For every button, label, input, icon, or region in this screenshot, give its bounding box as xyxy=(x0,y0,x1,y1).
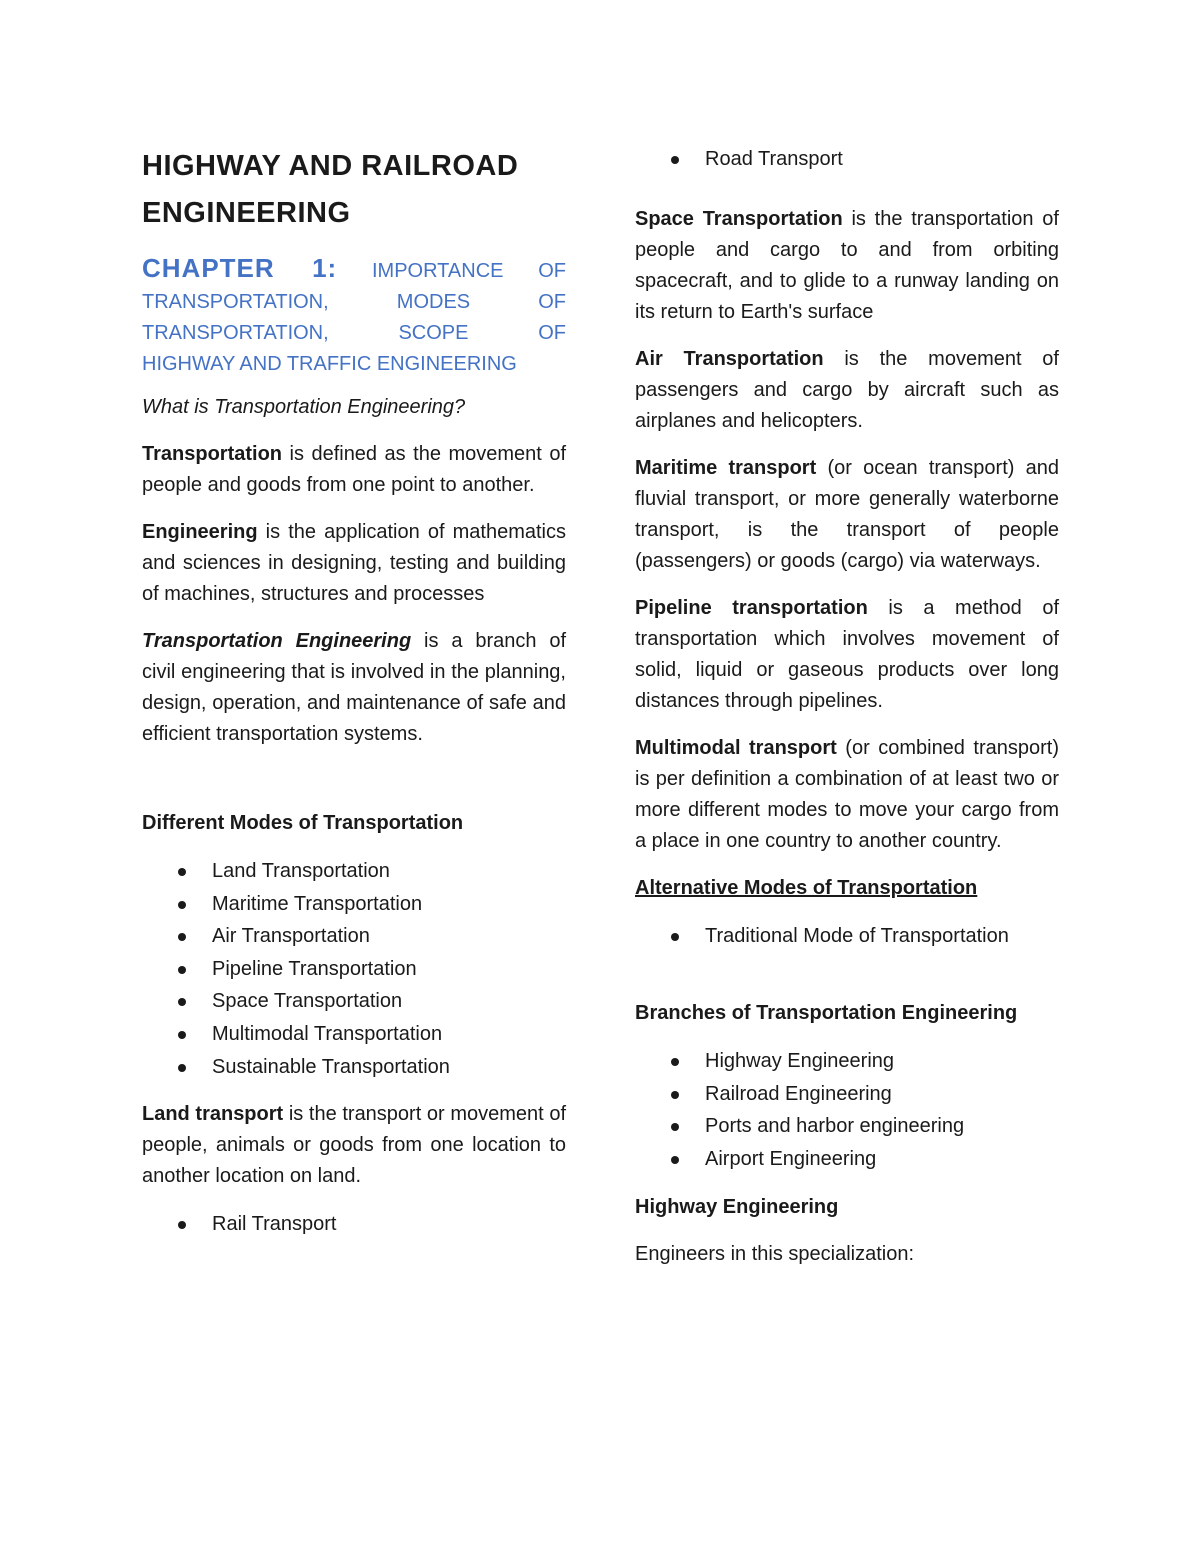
chapter-heading-text: IMPORTANCE OF TRANSPORTATION, MODES OF TRANSPORTATION, SCOPE OF xyxy=(142,260,567,344)
list-item: Land Transportation xyxy=(142,855,566,888)
right-column xyxy=(635,143,1059,1286)
list-item: Railroad Engineering xyxy=(635,1078,1059,1111)
definition-transportation-engineering xyxy=(142,626,566,750)
definition-text: is a method of transportation which involves movement of solid, liquid or gaseous products over long distances through pipelines. xyxy=(635,596,1059,712)
highway-engineering-heading: Highway Engineering xyxy=(635,1195,839,1218)
list-item: Highway Engineering xyxy=(635,1045,1059,1078)
definition-maritime-transport xyxy=(635,453,1059,577)
definition-text: is a branch of civil engineering that is involved in the planning, design, operation, and maintenance of safe and efficient transportation systems. xyxy=(142,630,567,745)
term: Transportation Engineering xyxy=(142,630,412,652)
spacer xyxy=(635,968,1059,998)
land-transport-list xyxy=(142,1208,566,1241)
chapter-heading-last-line: HIGHWAY AND TRAFFIC ENGINEERING xyxy=(142,353,517,375)
term: Pipeline transportation xyxy=(635,596,868,619)
modes-heading: Different Modes of Transportation xyxy=(142,812,464,834)
list-item: Sustainable Transportation xyxy=(142,1051,566,1084)
chapter-heading xyxy=(142,253,566,380)
definition-engineering xyxy=(142,517,566,610)
list-item: Ports and harbor engineering xyxy=(635,1110,1059,1143)
term: Space Transportation xyxy=(635,207,843,230)
definition-text: is defined as the movement of people and goods from one point to another. xyxy=(142,443,566,496)
chapter-label: CHAPTER 1: xyxy=(142,253,338,283)
highway-engineering-text: Engineers in this specialization: xyxy=(635,1242,915,1265)
list-item: Pipeline Transportation xyxy=(142,953,566,986)
definition-transportation xyxy=(142,439,566,501)
list-item: Air Transportation xyxy=(142,920,566,953)
definition-text: is the transport or movement of people, animals or goods from one location to another location on land. xyxy=(142,1103,567,1188)
document-title: HIGHWAY AND RAILROAD ENGINEERING xyxy=(142,150,519,229)
modes-list xyxy=(142,855,566,1083)
branches-heading: Branches of Transportation Engineering xyxy=(635,1002,1018,1025)
alternative-modes-heading: Alternative Modes of Transportation xyxy=(635,876,978,899)
list-item: Multimodal Transportation xyxy=(142,1018,566,1051)
term: Multimodal transport xyxy=(635,736,837,759)
definition-text: (or ocean transport) and fluvial transport, or more generally waterborne transport, is the transport of people (passengers) or goods (cargo) via waterways. xyxy=(635,456,1059,572)
term: Transportation xyxy=(142,443,283,465)
definition-air-transportation xyxy=(635,344,1059,437)
list-item: Maritime Transportation xyxy=(142,888,566,921)
term: Engineering xyxy=(142,521,258,543)
list-item: Space Transportation xyxy=(142,985,566,1018)
list-item: Airport Engineering xyxy=(635,1143,1059,1176)
branches-list xyxy=(635,1045,1059,1175)
list-item: Traditional Mode of Transportation xyxy=(635,920,1059,953)
question-heading: What is Transportation Engineering? xyxy=(142,396,466,418)
list-item: Road Transport xyxy=(635,143,1059,176)
term: Air Transportation xyxy=(635,347,824,370)
definition-text: (or combined transport) is per definition a combination of at least two or more different modes to move your cargo from a place in one country to another country. xyxy=(635,736,1059,852)
definition-space-transportation xyxy=(635,204,1059,328)
spacer xyxy=(142,766,566,808)
definition-text: is the movement of passengers and cargo by aircraft such as airplanes and helicopters. xyxy=(635,347,1059,432)
definition-text: is the transportation of people and cargo to and from orbiting spacecraft, and to glide to a runway landing on its return to Earth's surface xyxy=(635,207,1059,323)
left-column xyxy=(142,143,566,1257)
definition-text: is the application of mathematics and sciences in designing, testing and building of machines, structures and processes xyxy=(142,521,566,605)
land-transport-list-continued xyxy=(635,143,1059,176)
definition-multimodal-transport xyxy=(635,733,1059,857)
definition-land-transport xyxy=(142,1099,566,1192)
term: Maritime transport xyxy=(635,456,817,479)
alternative-modes-list xyxy=(635,920,1059,953)
term: Land transport xyxy=(142,1103,284,1126)
list-item: Rail Transport xyxy=(142,1208,566,1241)
definition-pipeline-transportation xyxy=(635,593,1059,717)
